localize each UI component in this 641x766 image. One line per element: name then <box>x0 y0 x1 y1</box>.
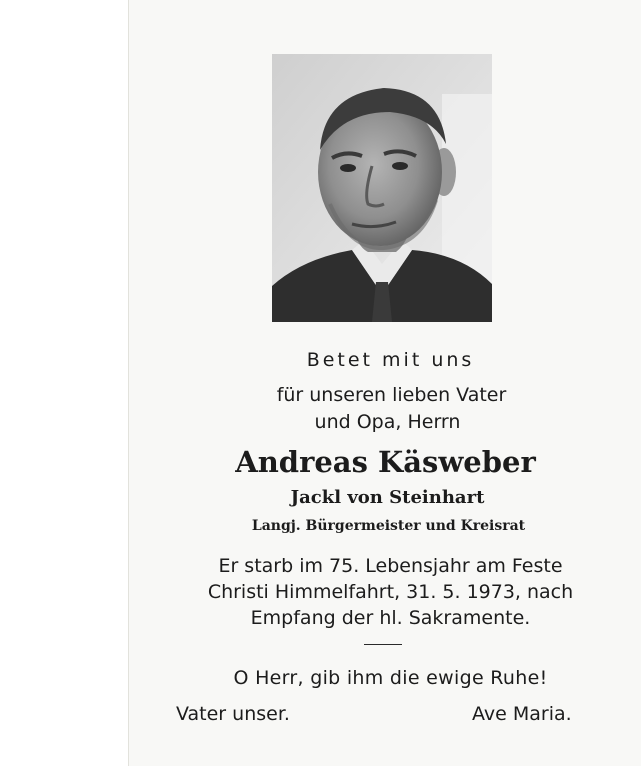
rest-prayer: O Herr, gib ihm die ewige Ruhe! <box>233 667 548 689</box>
deceased-role: Langj. Bürgermeister und Kreisrat <box>251 518 526 534</box>
portrait-photo <box>272 54 492 322</box>
portrait-photo-image <box>272 54 492 322</box>
death-notice-line-3: Empfang der hl. Sakramente. <box>250 607 531 629</box>
deceased-name: Andreas Käsweber <box>235 445 536 479</box>
prayer-intro: Betet mit uns <box>306 349 475 371</box>
footer-prayer-left: Vater unser. <box>176 703 290 725</box>
death-notice-line-2: Christi Himmelfahrt, 31. 5. 1973, nach <box>207 581 574 603</box>
dedication-line-1: für unseren lieben Vater <box>276 384 507 406</box>
divider-line <box>364 644 402 645</box>
deceased-nickname: Jackl von Steinhart <box>290 487 485 508</box>
death-notice-line-1: Er starb im 75. Lebensjahr am Feste <box>218 555 563 577</box>
footer-prayer-right: Ave Maria. <box>472 703 572 725</box>
dedication-line-2: und Opa, Herrn <box>314 411 461 433</box>
